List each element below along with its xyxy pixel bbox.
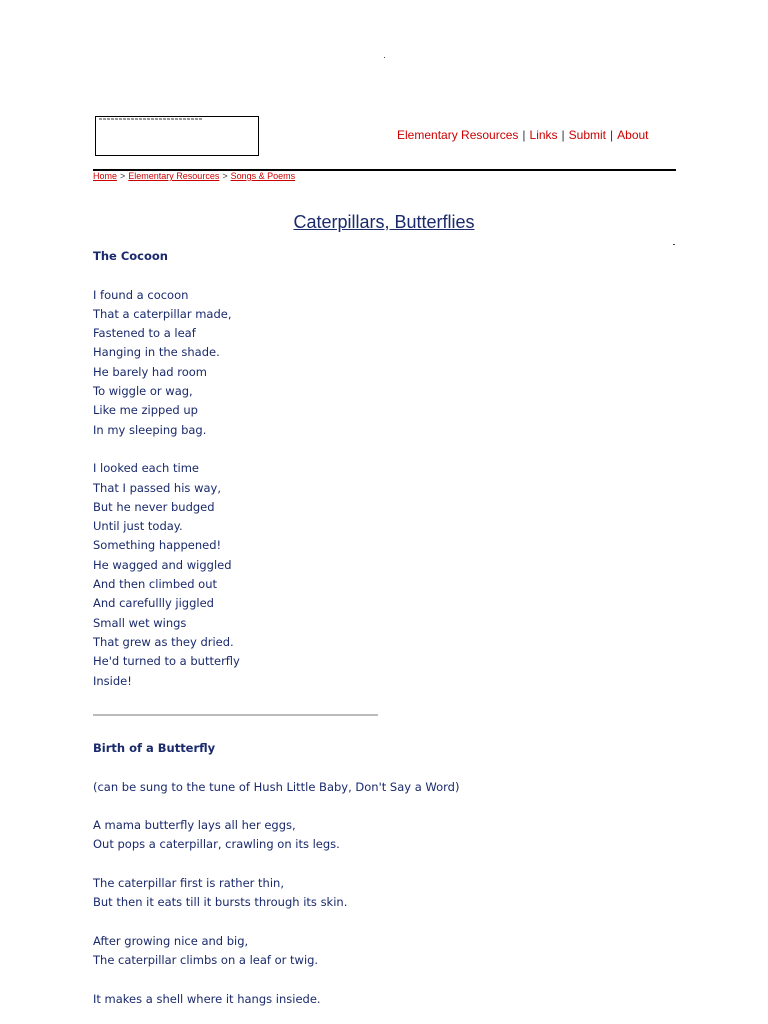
page-title: Caterpillars, Butterflies: [293, 212, 475, 232]
poem-line: That I passed his way,: [93, 480, 221, 495]
poem-line: In my sleeping bag.: [93, 422, 207, 437]
blank-line: [93, 971, 459, 990]
breadcrumb-elementary-resources[interactable]: Elementary Resources: [128, 171, 220, 181]
poem-line: Hanging in the shade.: [93, 345, 220, 360]
poem-line: Small wet wings: [93, 615, 187, 630]
nav-separator: |: [522, 128, 526, 142]
poem-line: I looked each time: [93, 461, 199, 476]
stray-mark: [673, 244, 675, 245]
stanza: [93, 286, 240, 440]
logo-fine-print: [99, 118, 203, 120]
poem-line: Something happened!: [93, 538, 222, 553]
blank-line: [93, 266, 240, 285]
poem-line: Like me zipped up: [93, 403, 198, 418]
stray-dot: [384, 57, 385, 58]
poem-line: And carefullly jiggled: [93, 596, 214, 611]
nav-link-submit[interactable]: Submit: [568, 128, 607, 142]
poem-line: After growing nice and big,: [93, 933, 249, 948]
poem-line: That grew as they dried.: [93, 634, 234, 649]
poem-note: (can be sung to the tune of Hush Little Baby, Don't Say a Word): [93, 779, 460, 794]
blank-line: [93, 913, 459, 932]
poem-line: He barely had room: [93, 364, 207, 379]
poem-line: But he never budged: [93, 499, 215, 514]
poem-line: Until just today.: [93, 519, 183, 534]
stanza: [93, 932, 459, 971]
poem-line: But then it eats till it bursts through its skin.: [93, 895, 348, 910]
breadcrumb-separator: >: [120, 171, 126, 181]
nav-link-links[interactable]: Links: [529, 128, 558, 142]
poem-line: Out pops a caterpillar, crawling on its legs.: [93, 837, 340, 852]
nav-link-elementary-resources[interactable]: Elementary Resources: [397, 128, 519, 142]
poem-title: The Cocoon: [93, 249, 168, 263]
stanza: [93, 874, 459, 913]
blank-line: [93, 440, 240, 459]
poem-birth-of-a-butterfly: [93, 739, 459, 1009]
nav-separator: |: [610, 128, 614, 142]
blank-line: [93, 855, 459, 874]
breadcrumb-home[interactable]: Home: [93, 171, 118, 181]
poem-line: Inside!: [93, 673, 132, 688]
poem-line: To wiggle or wag,: [93, 384, 193, 399]
site-logo[interactable]: [95, 116, 259, 156]
poem-title: Birth of a Butterfly: [93, 741, 216, 755]
poem-line: A mama butterfly lays all her eggs,: [93, 818, 296, 833]
poem-line: That a caterpillar made,: [93, 306, 232, 321]
poem-line: He'd turned to a butterfly: [93, 654, 240, 669]
poem-line: And then climbed out: [93, 577, 218, 592]
top-navigation: [397, 128, 649, 142]
stanza: [93, 459, 240, 691]
breadcrumb-songs-poems[interactable]: Songs & Poems: [230, 171, 296, 181]
page-title-wrap: [0, 212, 768, 233]
breadcrumb: [93, 171, 295, 181]
poem-line: He wagged and wiggled: [93, 557, 232, 572]
stanza: [93, 816, 459, 855]
poem-line: It makes a shell where it hangs insiede.: [93, 991, 321, 1006]
poem-line: I found a cocoon: [93, 287, 189, 302]
blank-line: [93, 758, 459, 777]
poem-line: Fastened to a leaf: [93, 326, 196, 341]
nav-separator: |: [561, 128, 565, 142]
stanza: [93, 990, 459, 1009]
poem-line: The caterpillar first is rather thin,: [93, 876, 284, 891]
blank-line: [93, 797, 459, 816]
breadcrumb-separator: >: [222, 171, 228, 181]
section-divider: [93, 714, 378, 716]
nav-link-about[interactable]: About: [617, 128, 649, 142]
poem-line: The caterpillar climbs on a leaf or twig.: [93, 953, 319, 968]
poem-the-cocoon: [93, 247, 240, 691]
